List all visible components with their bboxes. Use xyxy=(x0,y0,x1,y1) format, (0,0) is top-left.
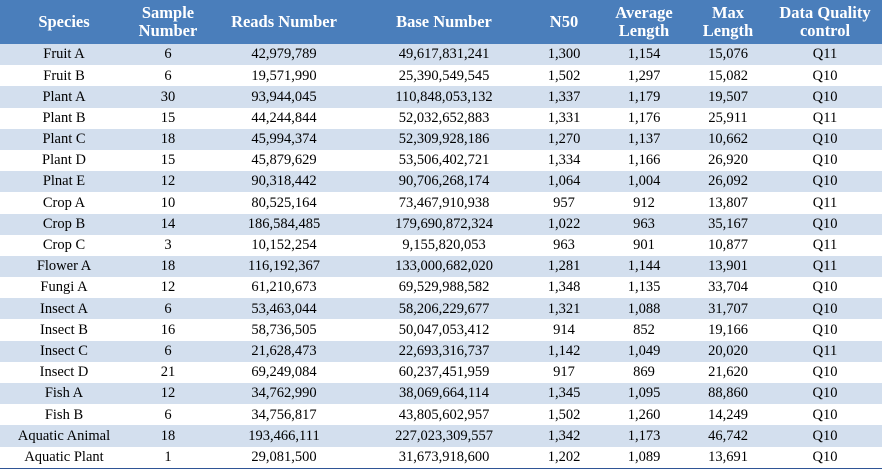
table-cell: Aquatic Plant xyxy=(0,447,128,469)
table-cell: 31,707 xyxy=(688,298,768,319)
table-row xyxy=(0,256,882,277)
table-cell: 25,390,549,545 xyxy=(360,65,528,86)
table-cell: 31,673,918,600 xyxy=(360,447,528,469)
table-row xyxy=(0,277,882,298)
table-cell: 29,081,500 xyxy=(208,447,360,469)
table-cell: 90,706,268,174 xyxy=(360,171,528,192)
table-cell: 12 xyxy=(128,383,208,404)
table-cell: Q10 xyxy=(768,65,882,86)
table-cell: 110,848,053,132 xyxy=(360,86,528,107)
table-cell: Q10 xyxy=(768,425,882,446)
table-cell: 35,167 xyxy=(688,214,768,235)
table-cell: 9,155,820,053 xyxy=(360,235,528,256)
table-cell: Q11 xyxy=(768,44,882,65)
table-cell: 45,994,374 xyxy=(208,129,360,150)
table-cell: Q10 xyxy=(768,319,882,340)
table-cell: Q11 xyxy=(768,192,882,213)
table-cell: 13,807 xyxy=(688,192,768,213)
table-cell: 12 xyxy=(128,171,208,192)
table-cell: 44,244,844 xyxy=(208,108,360,129)
table-cell: 1,166 xyxy=(600,150,688,171)
table-header xyxy=(0,0,882,44)
table-cell: 19,166 xyxy=(688,319,768,340)
table-cell: 957 xyxy=(528,192,600,213)
table-cell: Q10 xyxy=(768,129,882,150)
column-header-sample-number: Sample Number xyxy=(128,0,208,44)
table-cell: 53,463,044 xyxy=(208,298,360,319)
table-cell: 22,693,316,737 xyxy=(360,341,528,362)
table-cell: 1,281 xyxy=(528,256,600,277)
table-row xyxy=(0,362,882,383)
table-cell: 25,911 xyxy=(688,108,768,129)
column-header-base-number: Base Number xyxy=(360,0,528,44)
table-cell: 912 xyxy=(600,192,688,213)
table-cell: 179,690,872,324 xyxy=(360,214,528,235)
table-cell: 901 xyxy=(600,235,688,256)
table-cell: Aquatic Animal xyxy=(0,425,128,446)
table-row xyxy=(0,319,882,340)
table-cell: Q11 xyxy=(768,341,882,362)
column-header-reads-number: Reads Number xyxy=(208,0,360,44)
column-header-max-length: Max Length xyxy=(688,0,768,44)
table-cell: 1,321 xyxy=(528,298,600,319)
table-cell: 1 xyxy=(128,447,208,469)
table-cell: 1,022 xyxy=(528,214,600,235)
table-cell: 10,152,254 xyxy=(208,235,360,256)
table-cell: 73,467,910,938 xyxy=(360,192,528,213)
table-cell: 38,069,664,114 xyxy=(360,383,528,404)
table-cell: Q10 xyxy=(768,298,882,319)
table-cell: 1,089 xyxy=(600,447,688,469)
table-cell: 1,260 xyxy=(600,404,688,425)
table-cell: 18 xyxy=(128,425,208,446)
table-cell: 6 xyxy=(128,44,208,65)
table-row xyxy=(0,404,882,425)
table-row xyxy=(0,383,882,404)
table-cell: 15,076 xyxy=(688,44,768,65)
table-cell: 21,620 xyxy=(688,362,768,383)
table-cell: Plant A xyxy=(0,86,128,107)
table-cell: 227,023,309,557 xyxy=(360,425,528,446)
table-cell: 46,742 xyxy=(688,425,768,446)
table-cell: 1,135 xyxy=(600,277,688,298)
table-cell: Plant C xyxy=(0,129,128,150)
column-header-species: Species xyxy=(0,0,128,44)
table-cell: 914 xyxy=(528,319,600,340)
table-row xyxy=(0,298,882,319)
table-cell: 963 xyxy=(600,214,688,235)
table-cell: 6 xyxy=(128,65,208,86)
table-cell: 1,049 xyxy=(600,341,688,362)
table-cell: 1,176 xyxy=(600,108,688,129)
table-row xyxy=(0,129,882,150)
table-cell: 49,617,831,241 xyxy=(360,44,528,65)
table-cell: 1,142 xyxy=(528,341,600,362)
table-row xyxy=(0,214,882,235)
table-cell: 93,944,045 xyxy=(208,86,360,107)
table-cell: Q10 xyxy=(768,383,882,404)
table-cell: Insect B xyxy=(0,319,128,340)
table-cell: 1,331 xyxy=(528,108,600,129)
table-row xyxy=(0,425,882,446)
table-row xyxy=(0,171,882,192)
table-cell: 53,506,402,721 xyxy=(360,150,528,171)
table-cell: 1,342 xyxy=(528,425,600,446)
table-cell: 1,088 xyxy=(600,298,688,319)
table-cell: 90,318,442 xyxy=(208,171,360,192)
table-row xyxy=(0,341,882,362)
table-row xyxy=(0,108,882,129)
table-cell: Q10 xyxy=(768,362,882,383)
table-cell: 1,502 xyxy=(528,404,600,425)
table-cell: Fungi A xyxy=(0,277,128,298)
table-cell: Q10 xyxy=(768,277,882,298)
table-cell: 6 xyxy=(128,298,208,319)
table-cell: 15 xyxy=(128,150,208,171)
table-cell: 18 xyxy=(128,256,208,277)
table-cell: 1,270 xyxy=(528,129,600,150)
table-cell: 1,297 xyxy=(600,65,688,86)
table-cell: 10,662 xyxy=(688,129,768,150)
table-cell: 88,860 xyxy=(688,383,768,404)
table-cell: 60,237,451,959 xyxy=(360,362,528,383)
table-cell: 69,529,988,582 xyxy=(360,277,528,298)
table-cell: 1,095 xyxy=(600,383,688,404)
table-cell: 19,571,990 xyxy=(208,65,360,86)
table-cell: Fruit B xyxy=(0,65,128,86)
table-cell: Plnat E xyxy=(0,171,128,192)
table-cell: 18 xyxy=(128,129,208,150)
table-cell: 1,137 xyxy=(600,129,688,150)
table-cell: 917 xyxy=(528,362,600,383)
table-cell: 1,300 xyxy=(528,44,600,65)
table-cell: Q10 xyxy=(768,86,882,107)
table-cell: 1,173 xyxy=(600,425,688,446)
table-row xyxy=(0,235,882,256)
table-cell: 33,704 xyxy=(688,277,768,298)
table-cell: Q10 xyxy=(768,214,882,235)
table-cell: 43,805,602,957 xyxy=(360,404,528,425)
table-header-row xyxy=(0,0,882,44)
table-row xyxy=(0,150,882,171)
table-cell: 52,309,928,186 xyxy=(360,129,528,150)
table-cell: 52,032,652,883 xyxy=(360,108,528,129)
table-row xyxy=(0,192,882,213)
table-cell: 14 xyxy=(128,214,208,235)
table-cell: 26,092 xyxy=(688,171,768,192)
table-cell: 15,082 xyxy=(688,65,768,86)
table-cell: 14,249 xyxy=(688,404,768,425)
table-cell: 133,000,682,020 xyxy=(360,256,528,277)
table-cell: 80,525,164 xyxy=(208,192,360,213)
table-cell: 13,901 xyxy=(688,256,768,277)
table-cell: 16 xyxy=(128,319,208,340)
table-cell: 58,736,505 xyxy=(208,319,360,340)
table-cell: Q10 xyxy=(768,171,882,192)
table-cell: 1,337 xyxy=(528,86,600,107)
table-cell: 1,334 xyxy=(528,150,600,171)
table-cell: 69,249,084 xyxy=(208,362,360,383)
table-row xyxy=(0,447,882,469)
table-cell: 42,979,789 xyxy=(208,44,360,65)
table-cell: Q10 xyxy=(768,150,882,171)
table-cell: 20,020 xyxy=(688,341,768,362)
table-cell: Q11 xyxy=(768,235,882,256)
table-body xyxy=(0,44,882,468)
table-cell: 50,047,053,412 xyxy=(360,319,528,340)
table-cell: Plant D xyxy=(0,150,128,171)
table-cell: 1,202 xyxy=(528,447,600,469)
column-header-average-length: Average Length xyxy=(600,0,688,44)
table-cell: Insect C xyxy=(0,341,128,362)
table-cell: 1,064 xyxy=(528,171,600,192)
table-cell: 15 xyxy=(128,108,208,129)
table-cell: 193,466,111 xyxy=(208,425,360,446)
table-cell: Fish A xyxy=(0,383,128,404)
table-row xyxy=(0,86,882,107)
table-cell: Flower A xyxy=(0,256,128,277)
table-cell: 1,154 xyxy=(600,44,688,65)
table-cell: 58,206,229,677 xyxy=(360,298,528,319)
table-cell: Q11 xyxy=(768,256,882,277)
table-cell: Fruit A xyxy=(0,44,128,65)
table-cell: 12 xyxy=(128,277,208,298)
table-cell: Q10 xyxy=(768,447,882,469)
table-cell: 1,144 xyxy=(600,256,688,277)
table-cell: 1,502 xyxy=(528,65,600,86)
table-cell: 21,628,473 xyxy=(208,341,360,362)
table-cell: 30 xyxy=(128,86,208,107)
table-cell: Crop A xyxy=(0,192,128,213)
table-cell: 10 xyxy=(128,192,208,213)
table-cell: Crop B xyxy=(0,214,128,235)
table-cell: 61,210,673 xyxy=(208,277,360,298)
column-header-data-quality-control: Data Quality control xyxy=(768,0,882,44)
table-cell: 1,345 xyxy=(528,383,600,404)
table-cell: Fish B xyxy=(0,404,128,425)
table-cell: 1,348 xyxy=(528,277,600,298)
table-cell: Insect A xyxy=(0,298,128,319)
table-cell: 3 xyxy=(128,235,208,256)
table-cell: Q10 xyxy=(768,404,882,425)
table-cell: 116,192,367 xyxy=(208,256,360,277)
table-cell: 19,507 xyxy=(688,86,768,107)
table-cell: 869 xyxy=(600,362,688,383)
table-cell: 6 xyxy=(128,404,208,425)
table-row xyxy=(0,44,882,65)
table-cell: 34,756,817 xyxy=(208,404,360,425)
table-cell: 186,584,485 xyxy=(208,214,360,235)
table-cell: Plant B xyxy=(0,108,128,129)
table-cell: 10,877 xyxy=(688,235,768,256)
table-cell: 13,691 xyxy=(688,447,768,469)
table-cell: 963 xyxy=(528,235,600,256)
table-cell: 26,920 xyxy=(688,150,768,171)
table-cell: 34,762,990 xyxy=(208,383,360,404)
table-cell: Crop C xyxy=(0,235,128,256)
table-cell: Q11 xyxy=(768,108,882,129)
table-cell: 45,879,629 xyxy=(208,150,360,171)
table-row xyxy=(0,65,882,86)
table-cell: 1,004 xyxy=(600,171,688,192)
table-cell: Insect D xyxy=(0,362,128,383)
table-cell: 21 xyxy=(128,362,208,383)
table-cell: 6 xyxy=(128,341,208,362)
table-cell: 852 xyxy=(600,319,688,340)
column-header-n50: N50 xyxy=(528,0,600,44)
table-cell: 1,179 xyxy=(600,86,688,107)
